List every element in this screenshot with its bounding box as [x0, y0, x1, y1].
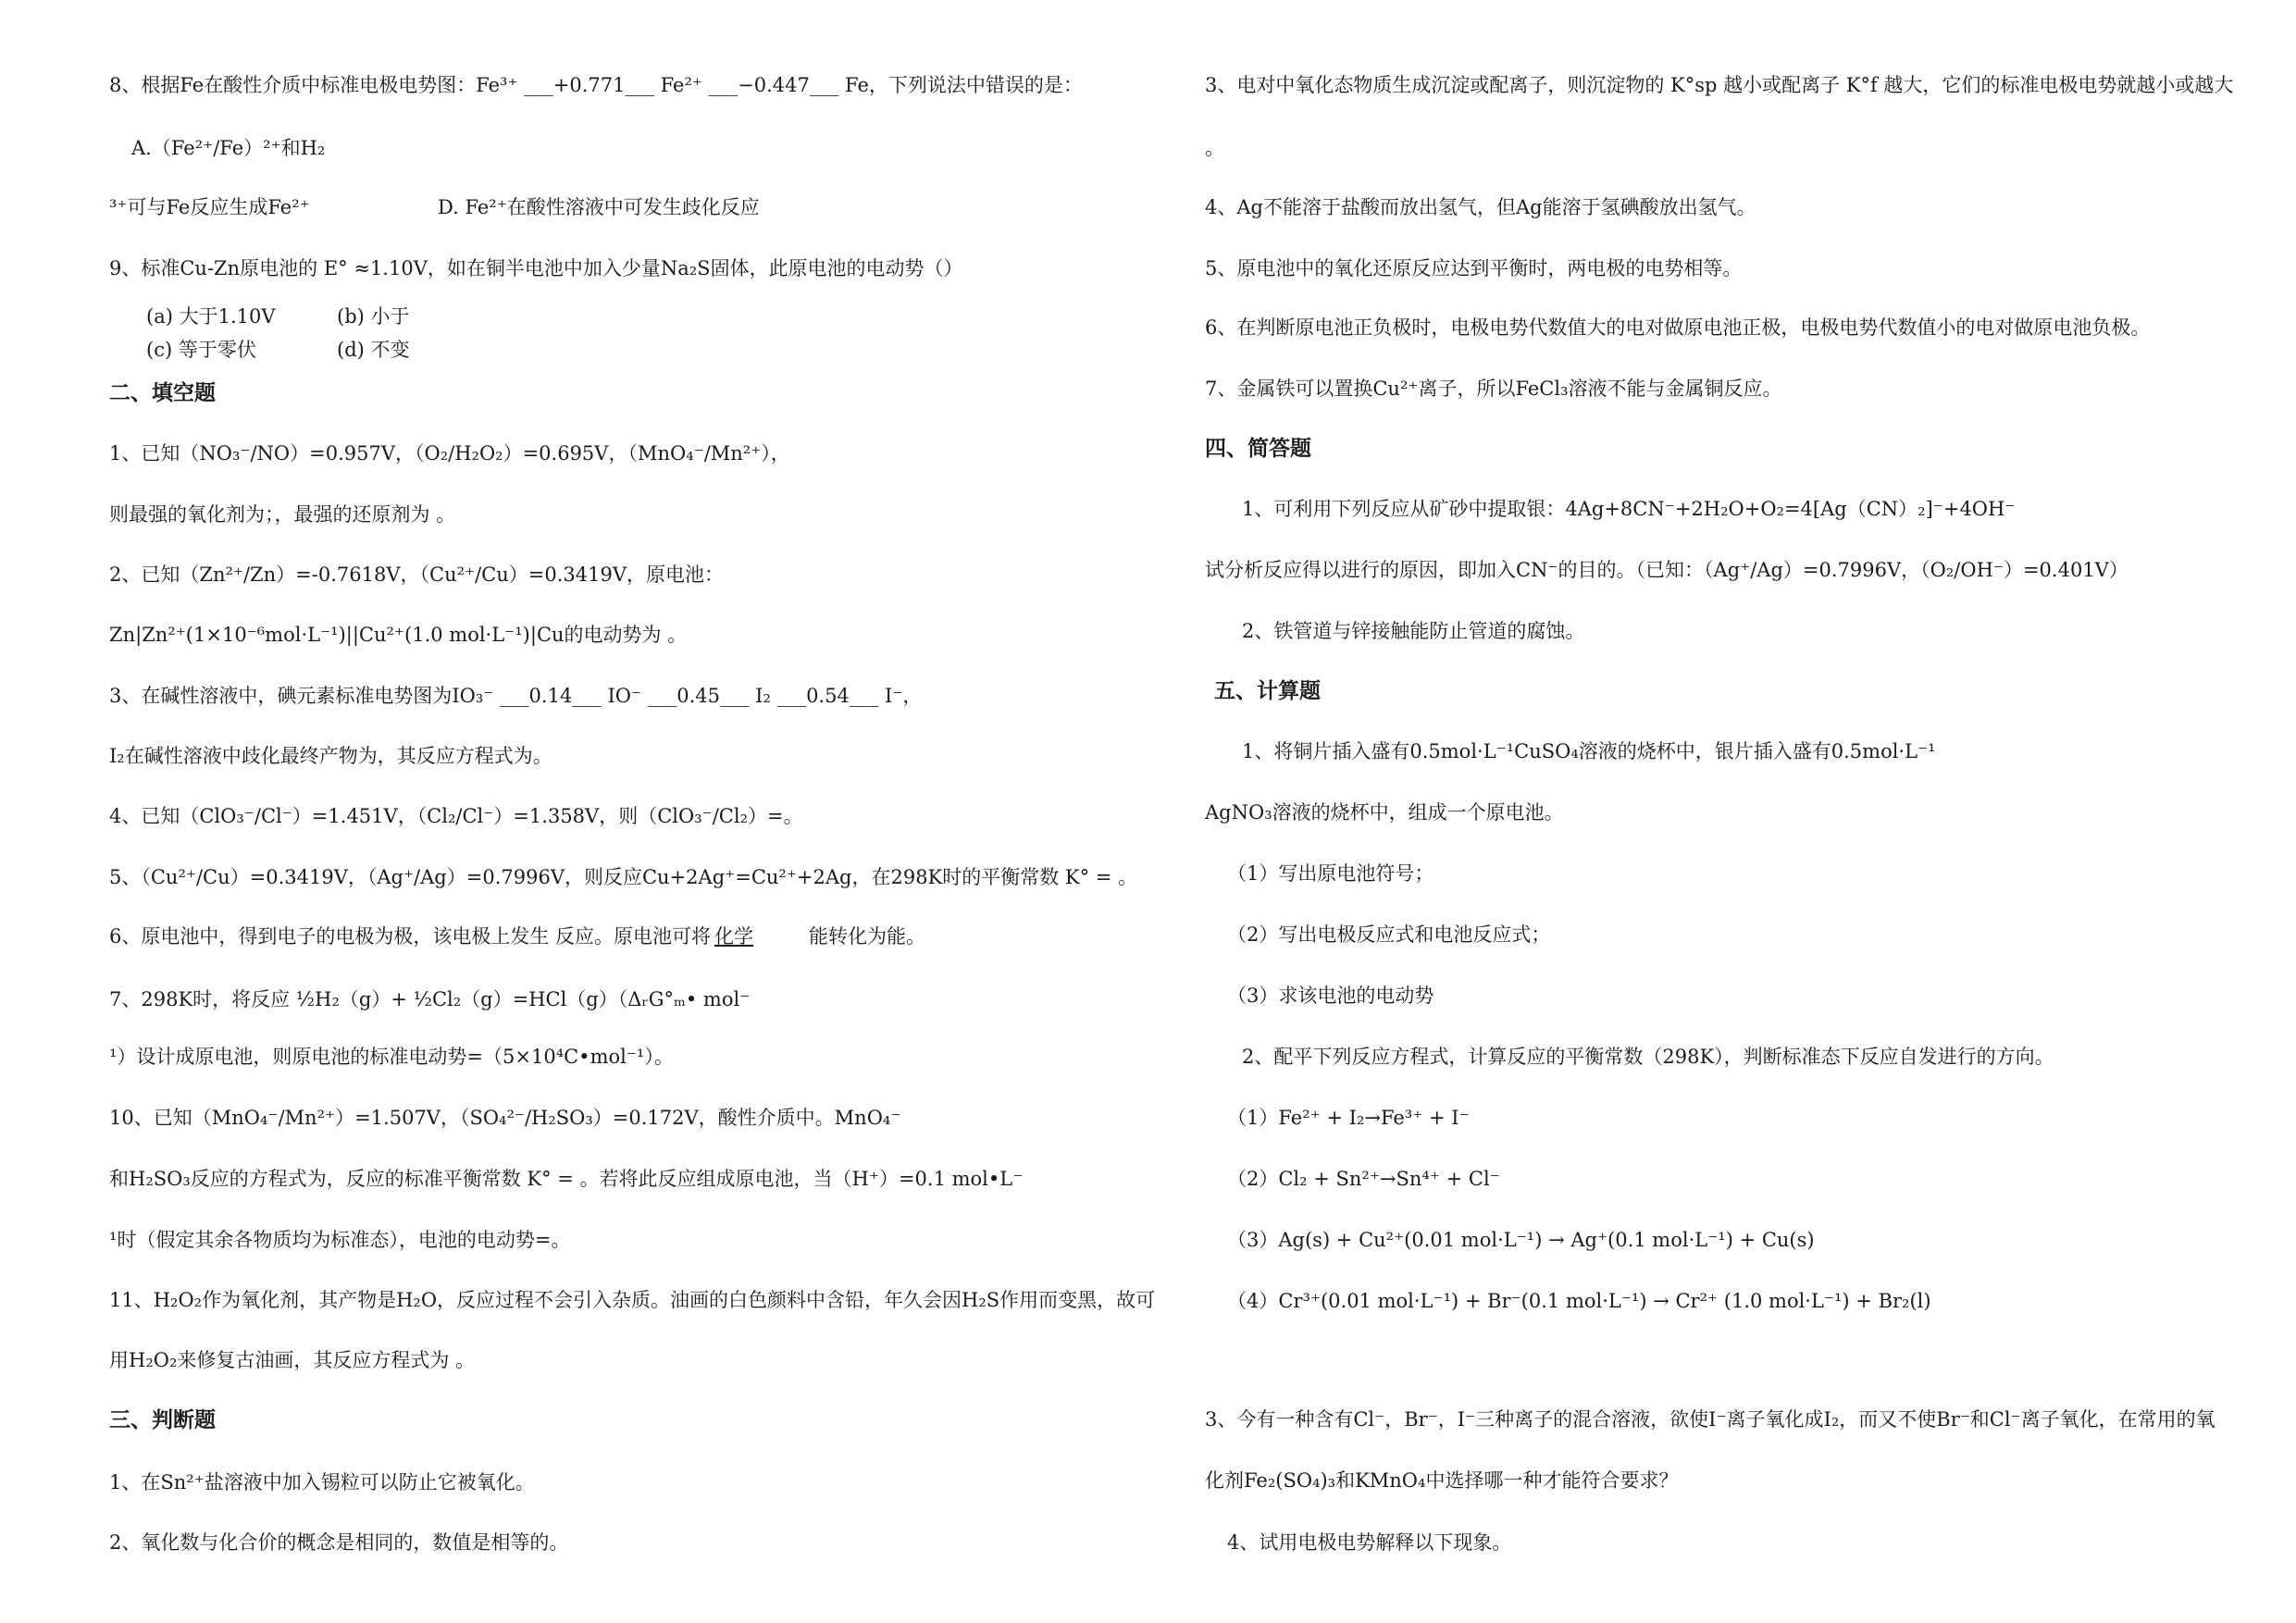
- left-column: [109, 0, 1173, 1623]
- fill-7-line-2: ¹）设计成原电池，则原电池的标准电动势=（5×10⁴C•mol⁻¹）。: [109, 1046, 674, 1068]
- fill-5: 5、（Cu²⁺/Cu）=0.3419V，（Ag⁺/Ag）=0.7996V，则反应Cu+2Ag⁺=Cu²⁺+2Ag，在298K时的平衡常数 K° = 。: [109, 866, 1138, 888]
- fill-3-line-1: 3、在碱性溶液中，碘元素标准电势图为IO₃⁻ ___0.14___ IO⁻ ___0.45___ I₂ ___0.54___ I⁻，: [109, 685, 923, 707]
- calc-1-line-2: AgNO₃溶液的烧杯中，组成一个原电池。: [1205, 801, 1564, 824]
- question-9: 9、标准Cu-Zn原电池的 E° ≈1.10V，如在铜半电池中加入少量Na₂S固体，此原电池的电动势（）: [109, 257, 963, 279]
- short-1-line-1: 1、可利用下列反应从矿砂中提取银：4Ag+8CN⁻+2H₂O+O₂=4[Ag（CN）₂]⁻+4OH⁻: [1242, 498, 2016, 520]
- judge-2: 2、氧化数与化合价的概念是相同的，数值是相等的。: [109, 1531, 569, 1554]
- fill-2-line-2: Zn|Zn²⁺(1×10⁻⁶mol·L⁻¹)||Cu²⁺(1.0 mol·L⁻¹)|Cu的电动势为 。: [109, 624, 688, 646]
- fill-2-line-1: 2、已知（Zn²⁺/Zn）=-0.7618V，（Cu²⁺/Cu）=0.3419V，原电池：: [109, 564, 725, 586]
- section-calculation-heading: 五、计算题: [1214, 679, 1321, 703]
- judge-1: 1、在Sn²⁺盐溶液中加入锡粒可以防止它被氧化。: [109, 1471, 535, 1493]
- fill-1-line-1: 1、已知（NO₃⁻/NO）=0.957V，（O₂/H₂O₂）=0.695V，（MnO₄⁻/Mn²⁺），: [109, 442, 790, 465]
- section-short-answer-heading: 四、简答题: [1205, 437, 1311, 461]
- question-9-option-c: (c) 等于零伏: [146, 339, 256, 361]
- short-1-line-2: 试分析反应得以进行的原因，即加入CN⁻的目的。（已知：（Ag⁺/Ag）=0.7996V，（O₂/OH⁻）=0.401V）: [1205, 559, 2128, 581]
- fill-4: 4、已知（ClO₃⁻/Cl⁻）=1.451V，（Cl₂/Cl⁻）=1.358V，则（ClO₃⁻/Cl₂）=。: [109, 805, 803, 827]
- fill-6: [109, 925, 925, 948]
- calc-2-part-1: （1）Fe²⁺ + I₂→Fe³⁺ + I⁻: [1227, 1107, 1470, 1129]
- calc-1-part-2: （2）写出电极反应式和电池反应式；: [1227, 923, 1551, 946]
- fill-6-suffix: 能转化为能。: [809, 925, 926, 948]
- judge-5: 5、原电池中的氧化还原反应达到平衡时，两电极的电势相等。: [1205, 257, 1743, 279]
- short-2: 2、铁管道与锌接触能防止管道的腐蚀。: [1242, 620, 1585, 642]
- right-column: [1205, 0, 2269, 1623]
- fill-11-line-2: 用H₂O₂来修复古油画，其反应方程式为 。: [109, 1349, 476, 1371]
- calc-2-part-2: （2）Cl₂ + Sn²⁺→Sn⁴⁺ + Cl⁻: [1227, 1168, 1500, 1190]
- fill-6-blank: 化学: [714, 925, 754, 948]
- judge-6: 6、在判断原电池正负极时，电极电势代数值大的电对做原电池正极，电极电势代数值小的电对做原电池负极。: [1205, 316, 2151, 339]
- calc-1-part-1: （1）写出原电池符号；: [1227, 862, 1434, 885]
- section-judgement-heading: 三、判断题: [109, 1408, 216, 1432]
- fill-7-line-1: 7、298K时，将反应 ½H₂（g）+ ½Cl₂（g）=HCl（g）（ΔᵣG°ₘ• mol⁻: [109, 988, 751, 1010]
- judge-7: 7、金属铁可以置换Cu²⁺离子，所以FeCl₃溶液不能与金属铜反应。: [1205, 378, 1782, 400]
- judge-3-line-1: 3、电对中氧化态物质生成沉淀或配离子，则沉淀物的 K°sp 越小或配离子 K°f 越大，它们的标准电极电势就越小或越大: [1205, 74, 2234, 96]
- calc-4: 4、试用电极电势解释以下现象。: [1227, 1531, 1512, 1554]
- judge-4: 4、Ag不能溶于盐酸而放出氢气，但Ag能溶于氢碘酸放出氢气。: [1205, 196, 1756, 218]
- calc-3-line-2: 化剂Fe₂(SO₄)₃和KMnO₄中选择哪一种才能符合要求？: [1205, 1469, 1679, 1492]
- fill-1-line-2: 则最强的氧化剂为；，最强的还原剂为 。: [109, 503, 456, 526]
- calc-3-line-1: 3、今有一种含有Cl⁻，Br⁻，I⁻三种离子的混合溶液，欲使I⁻离子氧化成I₂，而又不使Br⁻和Cl⁻离子氧化，在常用的氧: [1205, 1408, 2215, 1431]
- question-9-option-b: (b) 小于: [337, 305, 410, 328]
- question-8-option-a: A.（Fe²⁺/Fe）²⁺和H₂: [131, 137, 326, 159]
- fill-10-line-3: ¹时（假定其余各物质均为标准态），电池的电动势=。: [109, 1229, 571, 1251]
- calc-2: 2、配平下列反应方程式，计算反应的平衡常数（298K），判断标准态下反应自发进行的方向。: [1242, 1046, 2054, 1068]
- question-9-option-d: (d) 不变: [337, 339, 410, 361]
- fill-10-line-2: 和H₂SO₃反应的方程式为，反应的标准平衡常数 K° = 。若将此反应组成原电池，当（H⁺）=0.1 mol•L⁻: [109, 1168, 1024, 1190]
- fill-3-line-2: I₂在碱性溶液中歧化最终产物为，其反应方程式为。: [109, 745, 552, 767]
- fill-10-line-1: 10、已知（MnO₄⁻/Mn²⁺）=1.507V，（SO₄²⁻/H₂SO₃）=0.172V，酸性介质中。MnO₄⁻: [109, 1107, 901, 1129]
- fill-11-line-1: 11、H₂O₂作为氧化剂，其产物是H₂O，反应过程不会引入杂质。油画的白色颜料中含铅，年久会因H₂S作用而变黑，故可: [109, 1289, 1156, 1311]
- question-8: 8、根据Fe在酸性介质中标准电极电势图：Fe³⁺ ___+0.771___ Fe²⁺ ___−0.447___ Fe，下列说法中错误的是：: [109, 74, 1083, 96]
- question-9-option-a: (a) 大于1.10V: [146, 305, 276, 328]
- calc-2-part-3: （3）Ag(s) + Cu²⁺(0.01 mol·L⁻¹) → Ag⁺(0.1 mol·L⁻¹) + Cu(s): [1227, 1229, 1815, 1251]
- question-8-option-d: D. Fe²⁺在酸性溶液中可发生歧化反应: [438, 196, 760, 218]
- fill-6-prefix: 6、原电池中，得到电子的电极为极，该电极上发生 反应。原电池可将: [109, 925, 712, 948]
- section-fill-in-heading: 二、填空题: [109, 381, 216, 405]
- judge-3-line-2: 。: [1205, 137, 1224, 159]
- calc-1-line-1: 1、将铜片插入盛有0.5mol·L⁻¹CuSO₄溶液的烧杯中，银片插入盛有0.5mol·L⁻¹: [1242, 740, 1936, 762]
- calc-1-part-3: （3）求该电池的电动势: [1227, 985, 1434, 1007]
- question-8-option-c: ³⁺可与Fe反应生成Fe²⁺: [109, 196, 310, 218]
- calc-2-part-4: （4）Cr³⁺(0.01 mol·L⁻¹) + Br⁻(0.1 mol·L⁻¹) → Cr²⁺ (1.0 mol·L⁻¹) + Br₂(l): [1227, 1290, 1931, 1312]
